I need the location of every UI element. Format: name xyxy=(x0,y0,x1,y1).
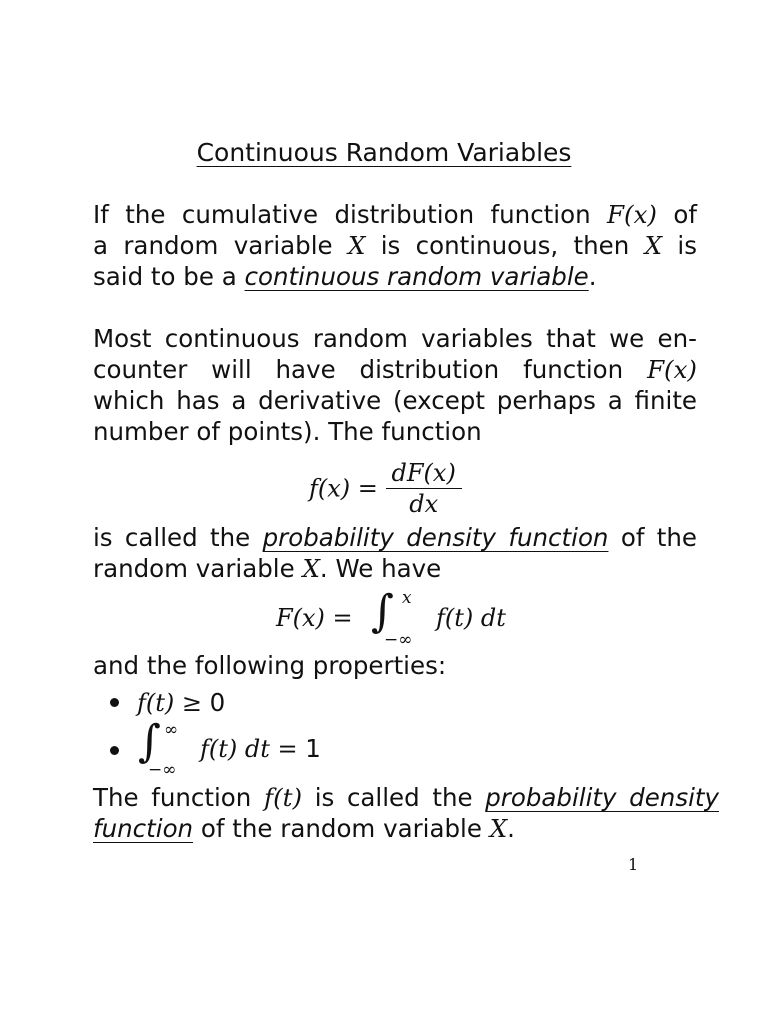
conclusion-paragraph xyxy=(93,782,719,844)
text-span: The function xyxy=(93,783,264,812)
text-span: 0 xyxy=(209,688,226,717)
integral-lower-limit: −∞ xyxy=(148,760,177,780)
text-span: 1 xyxy=(305,734,321,763)
page-title xyxy=(0,138,768,167)
text-span: counter will have distribution function xyxy=(93,355,648,384)
text-line: number of points). The function xyxy=(93,417,482,446)
density-derivative-equation xyxy=(309,458,462,519)
text-span: . xyxy=(588,262,597,291)
text-span: a random variable xyxy=(93,231,348,260)
text-line xyxy=(93,354,697,385)
bullet-icon xyxy=(110,698,119,707)
math-expression: f(t) dt = xyxy=(200,735,306,763)
text-line xyxy=(93,782,719,813)
text-span: If the cumulative distribution function xyxy=(93,200,608,229)
text-span: . We have xyxy=(319,554,442,583)
text-line xyxy=(93,199,697,230)
text-line xyxy=(93,553,697,584)
math-variable: X xyxy=(302,554,320,583)
text-line xyxy=(93,522,697,553)
properties-intro xyxy=(93,650,697,681)
math-variable: X xyxy=(347,231,366,260)
cdf-integral-equation xyxy=(276,586,536,654)
integral-sign: ∫ xyxy=(138,716,161,767)
bullet-icon xyxy=(110,746,119,755)
math-cdf: F(x) xyxy=(647,355,697,384)
fraction-denominator: dx xyxy=(409,490,439,518)
emphasized-term: probability density xyxy=(485,783,719,812)
emphasized-term: probability density function xyxy=(262,523,609,552)
text-line: which has a derivative (except perhaps a finite xyxy=(93,386,697,415)
math-inequality: f(t) ≥ xyxy=(137,689,210,717)
integral-upper-limit: ∞ xyxy=(164,720,179,740)
equation-lhs: f(x) = xyxy=(309,474,378,503)
definition-paragraph xyxy=(93,199,697,292)
text-span: said to be a xyxy=(93,262,245,291)
text-span: . xyxy=(507,814,515,843)
math-density: f(t) xyxy=(264,783,303,812)
equation-lhs: F(x) = xyxy=(276,604,353,632)
title-text: Continuous Random Variables xyxy=(196,138,572,167)
text-line: and the following properties: xyxy=(93,651,447,680)
integral-upper-limit: x xyxy=(402,588,412,608)
text-line xyxy=(93,230,697,261)
text-span: is continuous, then xyxy=(365,231,645,260)
density-paragraph xyxy=(93,522,697,584)
text-span: of xyxy=(656,200,697,229)
text-span: is xyxy=(662,231,697,260)
emphasized-term: continuous random variable xyxy=(244,262,589,291)
page-number: 1 xyxy=(628,855,639,874)
text-line: Most continuous random variables that we en- xyxy=(93,324,697,353)
math-variable: X xyxy=(644,231,663,260)
list-item xyxy=(110,716,370,784)
math-variable: X xyxy=(489,814,508,843)
integrand: f(t) dt xyxy=(436,604,506,632)
emphasized-term: function xyxy=(93,814,194,843)
text-span: is called the xyxy=(93,523,263,552)
integral-sign: ∫ xyxy=(371,586,394,637)
math-cdf: F(x) xyxy=(607,200,657,229)
text-line xyxy=(93,813,719,844)
list-item xyxy=(110,688,225,717)
fraction-numerator: dF(x) xyxy=(386,458,462,489)
text-span: of the random variable xyxy=(193,814,490,843)
derivative-paragraph xyxy=(93,323,697,447)
text-span: random variable xyxy=(93,554,303,583)
fraction xyxy=(386,458,462,519)
text-span: is called the xyxy=(302,783,486,812)
math-normalization xyxy=(200,734,321,763)
text-span: of the xyxy=(608,523,698,552)
integral-lower-limit: −∞ xyxy=(384,630,413,650)
text-line xyxy=(93,261,697,292)
